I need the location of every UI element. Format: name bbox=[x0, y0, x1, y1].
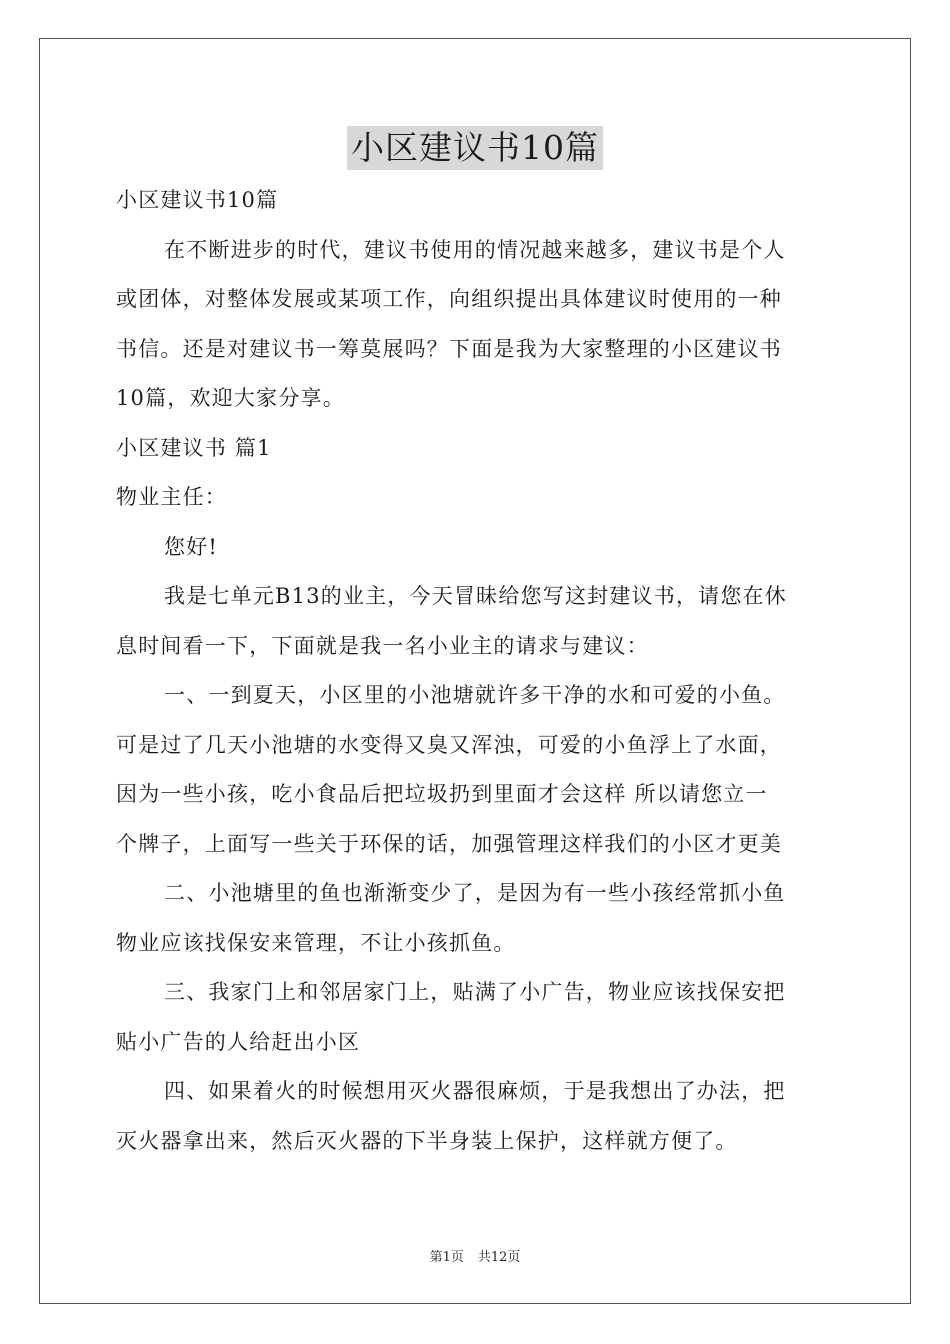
text-line: 物业主任： bbox=[116, 485, 227, 509]
document-body bbox=[116, 176, 836, 1166]
text-line: 或团体，对整体发展或某项工作，向组织提出具体建议时使用的一种 bbox=[116, 287, 782, 311]
page-number: 第1页 bbox=[429, 1250, 464, 1265]
text-line: 物业应该找保安来管理，不让小孩抓鱼。 bbox=[116, 930, 516, 955]
text-line: 息时间看一下，下面就是我一名小业主的请求与建议： bbox=[116, 633, 649, 658]
document-title: 小区建议书10篇 bbox=[347, 126, 603, 170]
text-line: 书信。还是对建议书一筹莫展吗？下面是我为大家整理的小区建议书 bbox=[116, 336, 782, 361]
text-line: 在不断进步的时代，建议书使用的情况越来越多，建议书是个人 bbox=[164, 237, 786, 262]
text-line: 四、如果着火的时候想用灭火器很麻烦，于是我想出了办法，把 bbox=[164, 1079, 786, 1103]
title-container bbox=[0, 126, 950, 170]
page-total: 共12页 bbox=[477, 1250, 521, 1265]
text-line: 您好! bbox=[164, 534, 219, 559]
text-line: 二、小池塘里的鱼也渐渐变少了，是因为有一些小孩经常抓小鱼 bbox=[164, 881, 786, 905]
text-line: 三、我家门上和邻居家门上，贴满了小广告，物业应该找保安把 bbox=[164, 980, 786, 1004]
text-line: 个牌子，上面写一些关于环保的话，加强管理这样我们的小区才更美 bbox=[116, 831, 782, 856]
text-line: 一、一到夏天，小区里的小池塘就许多干净的水和可爱的小鱼。 bbox=[164, 683, 786, 707]
text-line: 小区建议书10篇 bbox=[116, 188, 279, 212]
page-footer bbox=[0, 1246, 950, 1265]
text-line: 可是过了几天小池塘的水变得又臭又浑浊，可爱的小鱼浮上了水面， bbox=[116, 732, 782, 757]
text-line: 我是七单元B13的业主，今天冒昧给您写这封建议书，请您在休 bbox=[164, 584, 787, 608]
text-line: 小区建议书 篇1 bbox=[116, 435, 272, 460]
text-line: 贴小广告的人给赶出小区 bbox=[116, 1029, 361, 1054]
text-line: 灭火器拿出来，然后灭火器的下半身装上保护，这样就方便了。 bbox=[116, 1128, 738, 1153]
text-line: 因为一些小孩，吃小食品后把垃圾扔到里面才会这样 所以请您立一 bbox=[116, 782, 768, 806]
text-line: 10篇，欢迎大家分享。 bbox=[116, 386, 345, 410]
